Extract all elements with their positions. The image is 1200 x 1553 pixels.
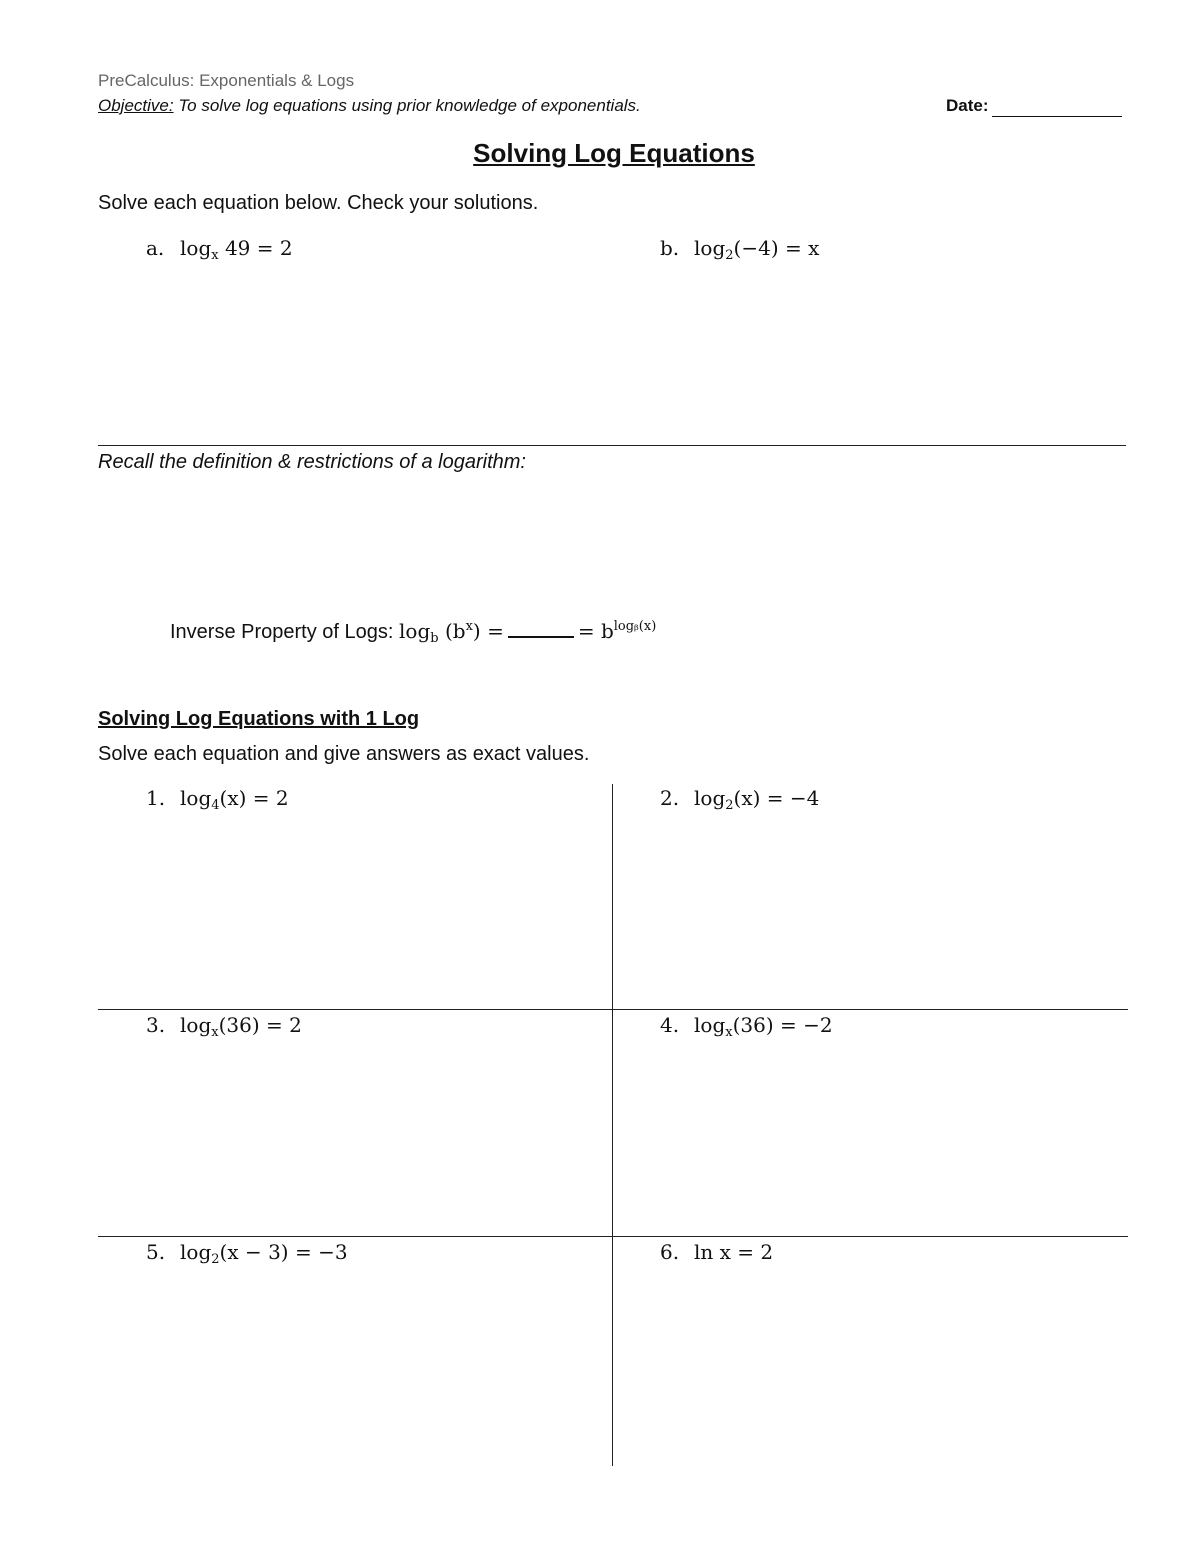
problem-b [660, 236, 819, 263]
intro-instruction: Solve each equation below. Check your solutions. [98, 192, 539, 214]
equation: $\log_x 49 = 2$ [180, 236, 293, 263]
equation: $\log_2(x - 3) = -3$ [180, 1240, 348, 1267]
divider [98, 445, 1126, 446]
problem-label: b. [660, 236, 680, 260]
date-label: Date: [946, 96, 989, 115]
equation: $\log_2(x) = -4$ [694, 786, 820, 813]
equation: $\log_4(x) = 2$ [180, 786, 289, 813]
inverse-label: Inverse Property of Logs: [170, 621, 400, 643]
grid-divider-1 [98, 1009, 1128, 1010]
answer-blank[interactable] [508, 618, 574, 638]
problem-label: 5. [146, 1240, 166, 1264]
equation: ln x = 2 [694, 1240, 774, 1264]
section-heading: Solving Log Equations with 1 Log [98, 708, 420, 730]
objective-line [98, 96, 641, 116]
objective-text: To solve log equations using prior knowledge of exponentials. [173, 96, 641, 115]
problem-3 [146, 1013, 302, 1040]
problem-1 [146, 786, 289, 813]
objective-label: Objective: [98, 96, 174, 115]
recall-prompt: Recall the definition & restrictions of a logarithm: [98, 451, 526, 473]
equation: $\log_x(36) = 2$ [180, 1013, 302, 1040]
problem-4 [660, 1013, 833, 1040]
grid-divider-2 [98, 1236, 1128, 1237]
problem-2 [660, 786, 819, 813]
inverse-rhs: = $b^{logᵦ(x)}$ [577, 619, 657, 643]
page-title: Solving Log Equations [473, 138, 755, 168]
equation: $\log_2(-4) = x$ [694, 236, 820, 263]
problem-label: 4. [660, 1013, 680, 1037]
inverse-lhs: $\log_b (b^x)$ = [399, 619, 504, 646]
problem-label: a. [146, 236, 165, 260]
course-title: PreCalculus: Exponentials & Logs [98, 71, 355, 90]
problem-label: 3. [146, 1013, 166, 1037]
grid-vertical-divider [612, 784, 613, 1466]
inverse-property [170, 618, 656, 646]
problem-label: 6. [660, 1240, 680, 1264]
problem-label: 1. [146, 786, 166, 810]
problem-6 [660, 1240, 773, 1267]
problem-5 [146, 1240, 348, 1267]
section-instruction: Solve each equation and give answers as exact values. [98, 743, 590, 765]
problem-label: 2. [660, 786, 680, 810]
equation: $\log_x(36) = -2$ [694, 1013, 833, 1040]
date-blank[interactable] [992, 116, 1122, 117]
problem-a [146, 236, 293, 263]
